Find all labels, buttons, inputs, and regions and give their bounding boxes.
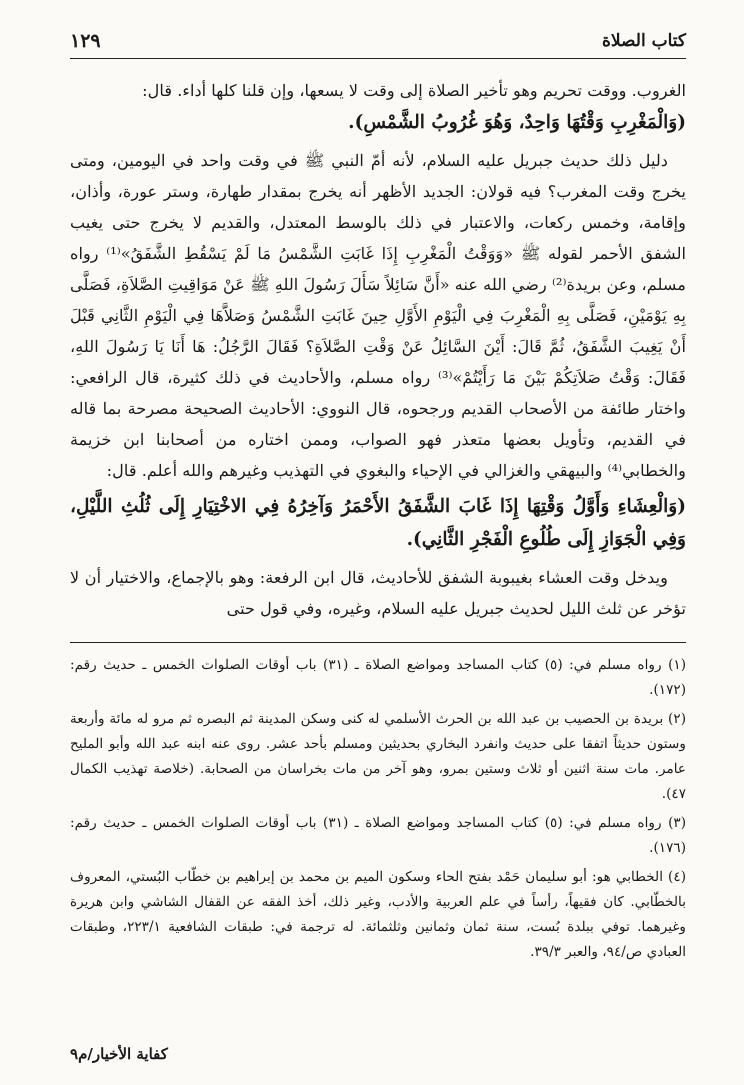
book-title: كتاب الصلاة [601,31,686,51]
footnote-4: (٤) الخطابي هو: أبو سليمان حَمْد بفتح الحاء وسكون الميم بن محمد بن إبراهيم بن خطّاب البُستي، المعروف بالخطّابي. كان فقيهاً، رأساً في علم العربية والأدب، وغير ذلك، أخذ الفقه عن القفال الشاشي وابن هريرة وغيرهما. توفي ببلدة بُست، سنة ثمان وثمانين وثلثمائة. له ترجمة في: طبقات الشافعية ٢٢٣/١، وطبقات العبادي ص/٩٤، والعبر ٣٩/٣. [70,869,686,960]
matn-quote-isha: (وَالْعِشَاءِ وَأَوَّلُ وَقْتِهَا إِذَا غَابَ الشَّفَقُ الأَحْمَرُ وَآخِرُهُ فِي الاخْتِيَارِ إِلَى ثُلُثِ اللَّيْلِ، وَفِي الْجَوَازِ إِلَى طُلُوعِ الْفَجْرِ الثَّانِي). [70,496,686,550]
running-header [70,24,686,59]
page-number: ١٢٩ [70,30,101,52]
footnote-2: (٢) بريدة بن الحصيب بن عبد الله بن الحرث الأسلمي له كنى وسكن المدينة ثم البصره ثم مرو له مائة وأربعة وستون حديثاً اتفقا على حديث وانفرد البخاري بحديثين ومسلم بأحد عشر. روى عنه ابنه عبد الله وأبو المليح عامر. مات سنة اثنين أو ثلاث وستين بمرو، وهو آخر من مات بخراسان من الصحابة. (خلاصة تهذيب الكمال ٤٧). [70,711,686,802]
paragraph-intro: الغروب. ووقت تحريم وهو تأخير الصلاة إلى وقت لا يسعها، وإن قلنا كلها أداء. قال: [142,81,686,100]
main-text [70,75,686,624]
paragraph-isha-commentary: ويدخل وقت العشاء بغيبوبة الشفق للأحاديث، قال ابن الرفعة: وهو بالإجماع، والاختيار أن لا تؤخر عن ثلث الليل لحديث جبريل عليه السلام، وغيره، وفي قول حتى [70,568,686,618]
signature-mark: كفاية الأخيار/م٩ [70,1045,168,1063]
paragraph-maghrib-commentary: دليل ذلك حديث جبريل عليه السلام، لأنه أمّ النبي ﷺ في وقت واحد في اليومين، ومتى يخرج وقت المغرب؟ فيه قولان: الجديد الأظهر أنه يخرج بمقدار طهارة، وستر عورة، وأذان، وإقامة، وخمس ركعات، والاعتبار في ذلك بالوسط المعتدل، والقديم لا يخرج حتى يغيب الشفق الأحمر لقوله ﷺ «وَوَقْتُ الْمَغْرِبِ إِذَا غَابَتِ الشَّمْسُ مَا لَمْ يَسْقُطِ الشَّفَقُ»⁽¹⁾ رواه مسلم، وعن بريدة⁽²⁾ رضي الله عنه «أَنَّ سَائِلاً سَأَلَ رَسُولَ اللهِ ﷺ عَنْ مَوَاقِيتِ الصَّلاَةِ، فَصَلَّى بِهِ يَوْمَيْنِ، فَصَلَّى بِهِ الْمَغْرِبَ فِي الْيَوْمِ الأَوَّلِ حِينَ غَابَتِ الشَّمْسُ وَصَلاَّهَا فِي الْيَوْمِ الثَّانِي قَبْلَ أَنْ يَغِيبَ الشَّفَقُ، ثُمَّ قَالَ: أَيْنَ السَّائِلُ عَنْ وَقْتِ الصَّلاَةِ؟ فَقَالَ الرَّجُلُ: هَا أَنَا يَا رَسُولَ اللهِ، فَقَالَ: وَقْتُ صَلاَتِكُمْ بَيْنَ مَا رَأَيْتُمْ»⁽³⁾ رواه مسلم، والأحاديث في ذلك كثيرة، قال الرافعي: واختار طائفة من الأصحاب القديم ورجحوه، قال النووي: الأحاديث الصحيحة مصرحة بما قاله في القديم، وتأويل بعضها متعذر فهو الصواب، وممن اختاره من أصحابنا ابن خزيمة والخطابي⁽⁴⁾ والبيهقي والغزالي في الإحياء والبغوي في التهذيب وغيرهم والله أعلم. قال: [70,151,687,480]
matn-quote-maghrib: (وَالْمَغْرِبِ وَقْتُهَا وَاحِدٌ، وَهُوَ غُرُوبُ الشَّمْسِ). [348,112,686,133]
footnote-1: (١) رواه مسلم في: (٥) كتاب المساجد ومواضع الصلاة ـ (٣١) باب أوقات الصلوات الخمس ـ حديث رقم: (١٧٢). [70,657,686,698]
footnote-divider [70,642,686,643]
footnotes [70,653,686,965]
footnote-3: (٣) رواه مسلم في: (٥) كتاب المساجد ومواضع الصلاة ـ (٣١) باب أوقات الصلوات الخمس ـ حديث رقم: (١٧٦). [70,815,686,856]
